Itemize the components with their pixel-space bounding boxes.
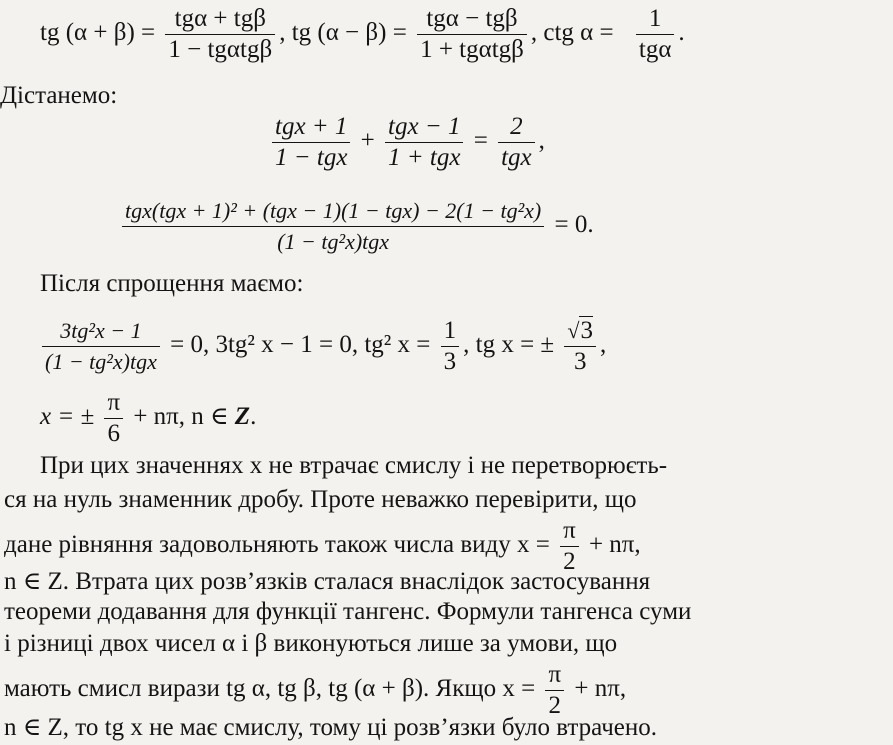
tg-diff-fraction — [417, 4, 527, 65]
comma: , — [599, 331, 607, 359]
radical-sign: √ — [567, 318, 580, 343]
ctg-denominator: tgα — [638, 36, 672, 63]
tg-sum-fraction — [165, 4, 275, 65]
para-line-5: теореми додавання для функції тангенс. Формули тангенса суми — [4, 598, 692, 625]
sqrt-numerator — [564, 316, 596, 347]
dot: . — [250, 403, 257, 431]
eq1-f2-denominator: 1 + tgx — [388, 144, 461, 171]
equation-4 — [40, 388, 256, 449]
eq2-rhs: = 0. — [554, 211, 594, 239]
two-denominator: 2 — [563, 548, 576, 575]
eq4-tail: + nπ, n ∈ — [133, 403, 229, 431]
eq3-denominator: (1 − tg²x)tgx — [45, 349, 157, 374]
pi-numerator: π — [104, 388, 123, 419]
eq3-fraction — [42, 316, 160, 377]
tg-diff-lhs: tg (α − β) = — [291, 19, 407, 47]
end-dot: . — [678, 19, 685, 47]
tg-diff-numerator: tgα − tgβ — [417, 4, 527, 35]
tg-sum-denominator: 1 − tgαtgβ — [168, 36, 273, 63]
pi-numerator: π — [545, 660, 564, 691]
eq2-denominator: (1 − tg²x)tgx — [277, 229, 390, 254]
one-third-numerator: 1 — [441, 316, 460, 347]
ctg-fraction — [636, 4, 675, 65]
tangent-formulas — [40, 4, 685, 65]
one-third-denominator: 3 — [443, 348, 457, 375]
obtain-label: Дістанемо: — [0, 82, 118, 109]
para-line-7-tail: + nπ, — [574, 675, 627, 703]
para-line-7-text: мають смисл вирази tg α, tg β, tg (α + β). Якщо x = — [4, 675, 536, 703]
eq1-fraction-1 — [272, 112, 350, 173]
tg-sum-numerator: tgα + tgβ — [165, 4, 275, 35]
eq1-fraction-2 — [385, 112, 463, 173]
para-line-6: і різниці двох чисел α і β виконуються лише за умови, що — [4, 630, 618, 657]
ctg-lhs: ctg α = — [543, 19, 614, 47]
para-line-2: ся на нуль знаменник дробу. Проте неважко перевірити, що — [4, 486, 637, 513]
eq1-f1-numerator: tgx + 1 — [272, 112, 350, 143]
comma: , — [538, 127, 545, 155]
eq1-f2-numerator: tgx − 1 — [385, 112, 463, 143]
plus-sign: + — [360, 127, 375, 155]
separator: , — [279, 19, 286, 47]
eq4-x: x = ± — [40, 403, 95, 431]
para-line-4: n ∈ Z. Втрата цих розв’язків сталася внаслідок застосування — [4, 568, 651, 595]
para-line-3-text: дане рівняння задовольняють також числа виду x = — [4, 531, 550, 559]
tg-sum-lhs: tg (α + β) = — [40, 19, 156, 47]
para-line-3-tail: + nπ, — [588, 531, 641, 559]
sqrt-denominator: 3 — [573, 348, 587, 375]
two-denominator: 2 — [548, 692, 562, 719]
equation-3 — [38, 316, 606, 377]
simplification-label: Після спрощення маємо: — [40, 270, 304, 297]
eq1-fraction-3 — [498, 112, 535, 173]
equation-2 — [118, 196, 594, 257]
eq1-f3-denominator: tgx — [501, 144, 532, 171]
eq2-fraction — [122, 196, 544, 257]
ctg-numerator: 1 — [636, 4, 675, 35]
tg-diff-denominator: 1 + tgαtgβ — [420, 36, 524, 63]
para-line-1: При цих значеннях x не втрачає смислу і не перетворюєть- — [40, 452, 668, 479]
equals-sign: = — [473, 127, 488, 155]
eq3-part-1: = 0, 3tg² x − 1 = 0, tg² x = — [170, 331, 431, 359]
separator: , — [530, 19, 538, 47]
pi-numerator: π — [560, 516, 579, 547]
radicand: 3 — [580, 317, 593, 344]
integers-set: Z — [234, 403, 251, 431]
pi-over-6 — [104, 388, 123, 449]
six-denominator: 6 — [107, 420, 120, 447]
one-third-fraction — [441, 316, 460, 377]
para-line-8: n ∈ Z, то tg x не має смислу, тому ці розв’язки було втрачено. — [4, 714, 658, 741]
sqrt-fraction — [564, 316, 596, 377]
eq1-f1-denominator: 1 − tgx — [275, 144, 348, 171]
eq1-f3-numerator: 2 — [498, 112, 535, 143]
eq3-part-2: , tg x = ± — [463, 331, 555, 359]
eq2-numerator: tgx(tgx + 1)² + (tgx − 1)(1 − tgx) − 2(1 − tg²x) — [122, 196, 544, 227]
equation-1 — [268, 112, 545, 173]
eq3-numerator: 3tg²x − 1 — [42, 316, 160, 347]
